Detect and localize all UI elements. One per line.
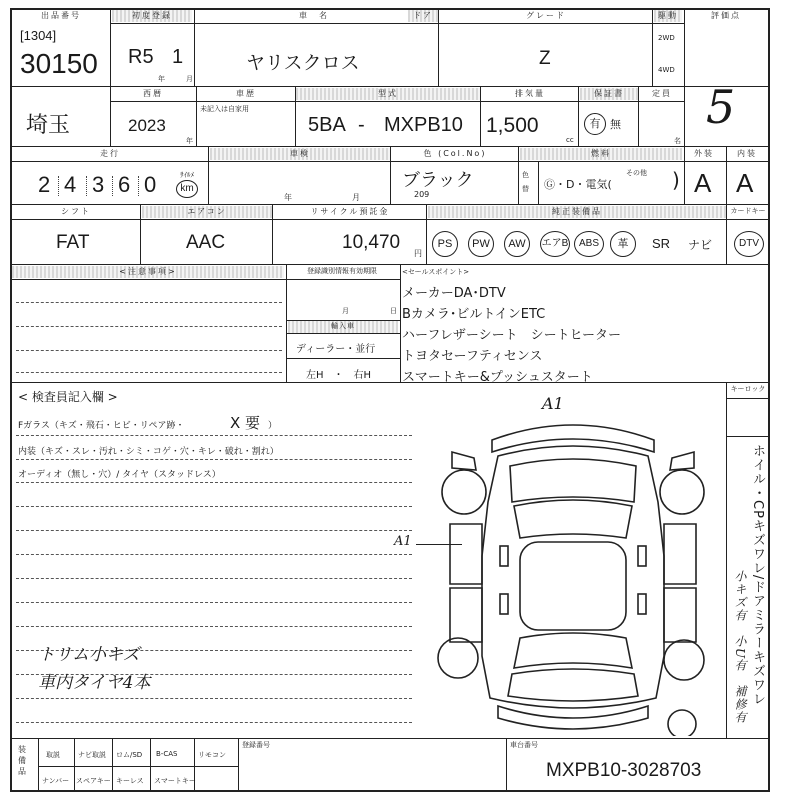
fuel-options: Ⓖ・D・電気( <box>544 178 612 191</box>
audio-line: オーディオ（無し・穴）/ タイヤ（スタッドレス） <box>18 470 221 480</box>
diagram-mark-front: A1 <box>542 394 564 413</box>
digit-sep <box>112 176 113 196</box>
col-line <box>272 204 273 264</box>
inner-line <box>726 436 768 437</box>
reg-number-label: 登録番号 <box>242 741 270 749</box>
col-line <box>208 146 209 204</box>
prefecture: 埼玉 <box>26 113 71 138</box>
model-label: 型式 <box>296 88 480 100</box>
color-code: 209 <box>414 190 430 199</box>
recycle-unit: 円 <box>414 249 422 258</box>
equipment-label: 純正装備品 <box>428 206 726 218</box>
chassis-number: MXPB10-3028703 <box>546 760 702 781</box>
sales-point: スマートキー&プッシュスタート <box>402 370 593 385</box>
capacity-unit: 名 <box>674 137 681 145</box>
warranty-yes: 有 <box>584 113 606 135</box>
score-value: 5 <box>706 80 736 134</box>
col-line <box>538 162 539 204</box>
card-key-label: カードキー <box>730 207 766 215</box>
equip-navi: ナビ <box>688 238 713 252</box>
shift-label: シフト <box>61 207 91 216</box>
header-underline <box>12 279 400 280</box>
chassis-label: 車台番号 <box>510 741 538 749</box>
inspector-line <box>16 698 412 699</box>
mileage-digit: 3 <box>92 172 105 197</box>
col-line <box>38 738 39 792</box>
import-label: 輸入車 <box>288 321 398 333</box>
fuel-close: ) <box>672 168 680 192</box>
color-label: 色 (Col.No) <box>423 149 487 158</box>
equip-airbag: エアB <box>540 231 570 257</box>
auction-sheet <box>10 8 770 792</box>
inspector-line <box>16 435 412 436</box>
col-line <box>426 204 427 264</box>
car-diagram <box>428 406 718 736</box>
acc-item: ナビ取説 <box>78 751 106 759</box>
col-line <box>438 10 439 86</box>
row-divider-6 <box>12 738 768 739</box>
header-underline <box>12 219 768 220</box>
equip-sunroof: SR <box>652 236 671 251</box>
col-line <box>110 86 111 146</box>
col-line <box>194 10 195 86</box>
recycle-label: リサイクル預託金 <box>310 207 390 216</box>
first-reg-era: R5 <box>128 46 154 68</box>
mileage-digit: 2 <box>38 172 51 197</box>
mileage-unit: km <box>176 180 198 198</box>
fuel-other: その他 <box>626 169 647 177</box>
inspection-label: 車検 <box>210 148 390 160</box>
mileage-digit: 6 <box>118 172 131 197</box>
shift: FAT <box>56 232 90 253</box>
acc-item: スペアキー <box>76 777 111 785</box>
inspector-line <box>16 722 412 723</box>
col-line <box>112 738 113 792</box>
windshield-mark: X 要 <box>230 414 261 432</box>
col-line <box>238 738 239 792</box>
inspector-line <box>16 506 412 507</box>
steering: 左H ・ 右H <box>306 370 372 381</box>
inspection-year-unit: 年 <box>284 193 292 202</box>
row-divider-5 <box>12 382 768 383</box>
lot-number: 30150 <box>20 48 98 79</box>
exterior-label: 外装 <box>694 149 714 158</box>
inner-line <box>726 398 768 399</box>
sales-point: ハーフレザーシート シートヒーター <box>402 328 622 343</box>
displacement-label: 排気量 <box>515 89 545 98</box>
sales-point: Bカメラ･ビルトインETC <box>402 307 546 322</box>
drive-label: 駆動 <box>654 10 682 22</box>
equip-leather: 革 <box>610 231 636 257</box>
grade: Z <box>539 48 551 69</box>
equip-abs: ABS <box>574 231 604 257</box>
warranty-label: 保証書 <box>580 88 638 100</box>
digit-sep <box>58 176 59 196</box>
acc-item: ナンバー <box>42 777 70 785</box>
row-divider-4 <box>12 264 768 265</box>
inspector-line <box>16 482 412 483</box>
equip-pw: PW <box>468 231 494 257</box>
col-line <box>726 204 727 264</box>
row-divider-3 <box>12 204 768 205</box>
lot-label: 出品番号 <box>41 11 81 20</box>
col-line <box>150 738 151 792</box>
col-line <box>638 86 639 146</box>
first-reg-label: 初度登録 <box>112 10 192 22</box>
col-line <box>684 146 685 204</box>
history-note: 未記入は自家用 <box>200 105 249 113</box>
caution-line <box>16 372 282 373</box>
acc-item: 取説 <box>46 751 60 759</box>
western-label: 西暦 <box>143 89 163 98</box>
caution-line <box>16 302 282 303</box>
accessories-label: 装備品 <box>18 745 26 776</box>
sales-label: <セールスポイント> <box>402 268 470 276</box>
handwritten-note: 車内タイヤ4本 <box>38 673 151 693</box>
col-line <box>480 86 481 146</box>
mileage-label: 走行 <box>100 149 120 158</box>
history-label: 車歴 <box>236 89 256 98</box>
drive-2wd: 2WD <box>658 34 675 42</box>
car-name: ヤリスクロス <box>246 52 360 74</box>
col-line <box>140 204 141 264</box>
acc-item: スマートキー <box>154 777 196 785</box>
col-line <box>286 264 287 382</box>
score-label: 評価点 <box>711 11 741 20</box>
inspector-title: < 検査員記入欄 > <box>18 390 118 404</box>
equip-ps: PS <box>432 231 458 257</box>
vertical-legend: ホイル・CPキズワレ/ドアミラーキズワレ <box>750 444 765 707</box>
vertical-legend-2: 小キズ有 小U有 補修有 <box>733 570 747 725</box>
inspection-month-unit: 月 <box>352 193 360 202</box>
western-year-unit: 年 <box>186 137 193 145</box>
interior-grade: A <box>736 168 754 198</box>
exterior-grade: A <box>694 168 712 198</box>
ac: AAC <box>186 232 226 253</box>
mileage-digit: 4 <box>64 172 77 197</box>
caution-line <box>16 350 282 351</box>
reg-day: 日 <box>390 307 397 315</box>
acc-item: キーレス <box>116 777 144 785</box>
key-lock-label: キーロック <box>730 385 766 393</box>
first-reg-month-unit: 月 <box>186 75 193 83</box>
col-line <box>390 146 391 204</box>
caution-label: <注意事項> <box>12 266 284 278</box>
inner-line <box>286 333 400 334</box>
displacement: 1,500 <box>486 114 539 137</box>
western-year: 2023 <box>128 116 166 135</box>
diagram-pointer <box>416 544 462 545</box>
lot-code: [1304] <box>20 28 57 43</box>
col-line <box>110 10 111 86</box>
digit-sep <box>138 176 139 196</box>
grade-label: グレード <box>526 11 566 20</box>
col-line <box>295 86 296 146</box>
windshield-close: ） <box>268 421 278 431</box>
col-line <box>506 738 507 792</box>
equip-aw: AW <box>504 231 530 257</box>
col-line <box>726 146 727 204</box>
inspector-line <box>16 459 412 460</box>
ac-label: エアコン <box>142 206 272 218</box>
inspector-line <box>16 602 412 603</box>
inspector-line <box>16 554 412 555</box>
first-reg-month: 1 <box>172 46 184 68</box>
warranty-no: 無 <box>610 118 621 131</box>
capacity-label: 定員 <box>652 89 672 98</box>
reg-validity-label: 登録識別情報有効期限 <box>307 267 377 275</box>
recycle: 10,470 <box>342 232 401 253</box>
model-prefix: 5BA <box>308 114 346 136</box>
inspector-line <box>16 626 412 627</box>
col-line <box>578 86 579 146</box>
windshield-line: Fガラス（キズ・飛石・ヒビ・リペア跡・ <box>18 421 185 431</box>
sales-point: トヨタセーフティセンス <box>402 349 543 364</box>
acc-item: リモコン <box>198 751 226 759</box>
car-name-label: 車 名 <box>299 11 329 20</box>
door-label: ドア <box>408 10 438 22</box>
diagram-mark-side: A1 <box>394 534 412 549</box>
interior-line: 内装（キズ・スレ・汚れ・シミ・コゲ・穴・キレ・破れ・割れ） <box>18 447 279 457</box>
col-line <box>74 738 75 792</box>
col-line <box>518 146 519 204</box>
acc-item: B-CAS <box>156 750 178 758</box>
inner-line <box>38 766 238 767</box>
dealer-parallel: ディーラー・並行 <box>296 344 376 355</box>
header-underline <box>110 23 684 24</box>
inner-line <box>286 358 400 359</box>
color: ブラック <box>402 170 474 191</box>
equip-dtv: DTV <box>734 231 764 257</box>
sales-point: メーカーDA･DTV <box>402 286 506 301</box>
fuel-label: 燃料 <box>520 148 682 160</box>
first-reg-year-unit: 年 <box>158 75 165 83</box>
handwritten-note: トリム小キズ <box>38 645 140 665</box>
col-line <box>400 264 401 382</box>
displacement-unit: cc <box>566 136 574 144</box>
interior-label: 内装 <box>737 149 757 158</box>
model: MXPB10 <box>384 114 463 136</box>
color-change-label: 色替 <box>522 171 529 193</box>
col-line <box>684 10 685 146</box>
col-line <box>652 10 653 86</box>
row-divider-1 <box>12 86 768 87</box>
caution-line <box>16 326 282 327</box>
inspector-line <box>16 578 412 579</box>
mileage-unit-top: ｻｲﾙﾒ <box>180 171 194 179</box>
model-sep: - <box>358 114 365 136</box>
inspector-line <box>16 530 412 531</box>
drive-4wd: 4WD <box>658 66 675 74</box>
reg-month: 月 <box>342 307 349 315</box>
acc-item: ロム/SD <box>116 751 143 759</box>
digit-sep <box>86 176 87 196</box>
col-line <box>196 86 197 146</box>
mileage-digit: 0 <box>144 172 157 197</box>
